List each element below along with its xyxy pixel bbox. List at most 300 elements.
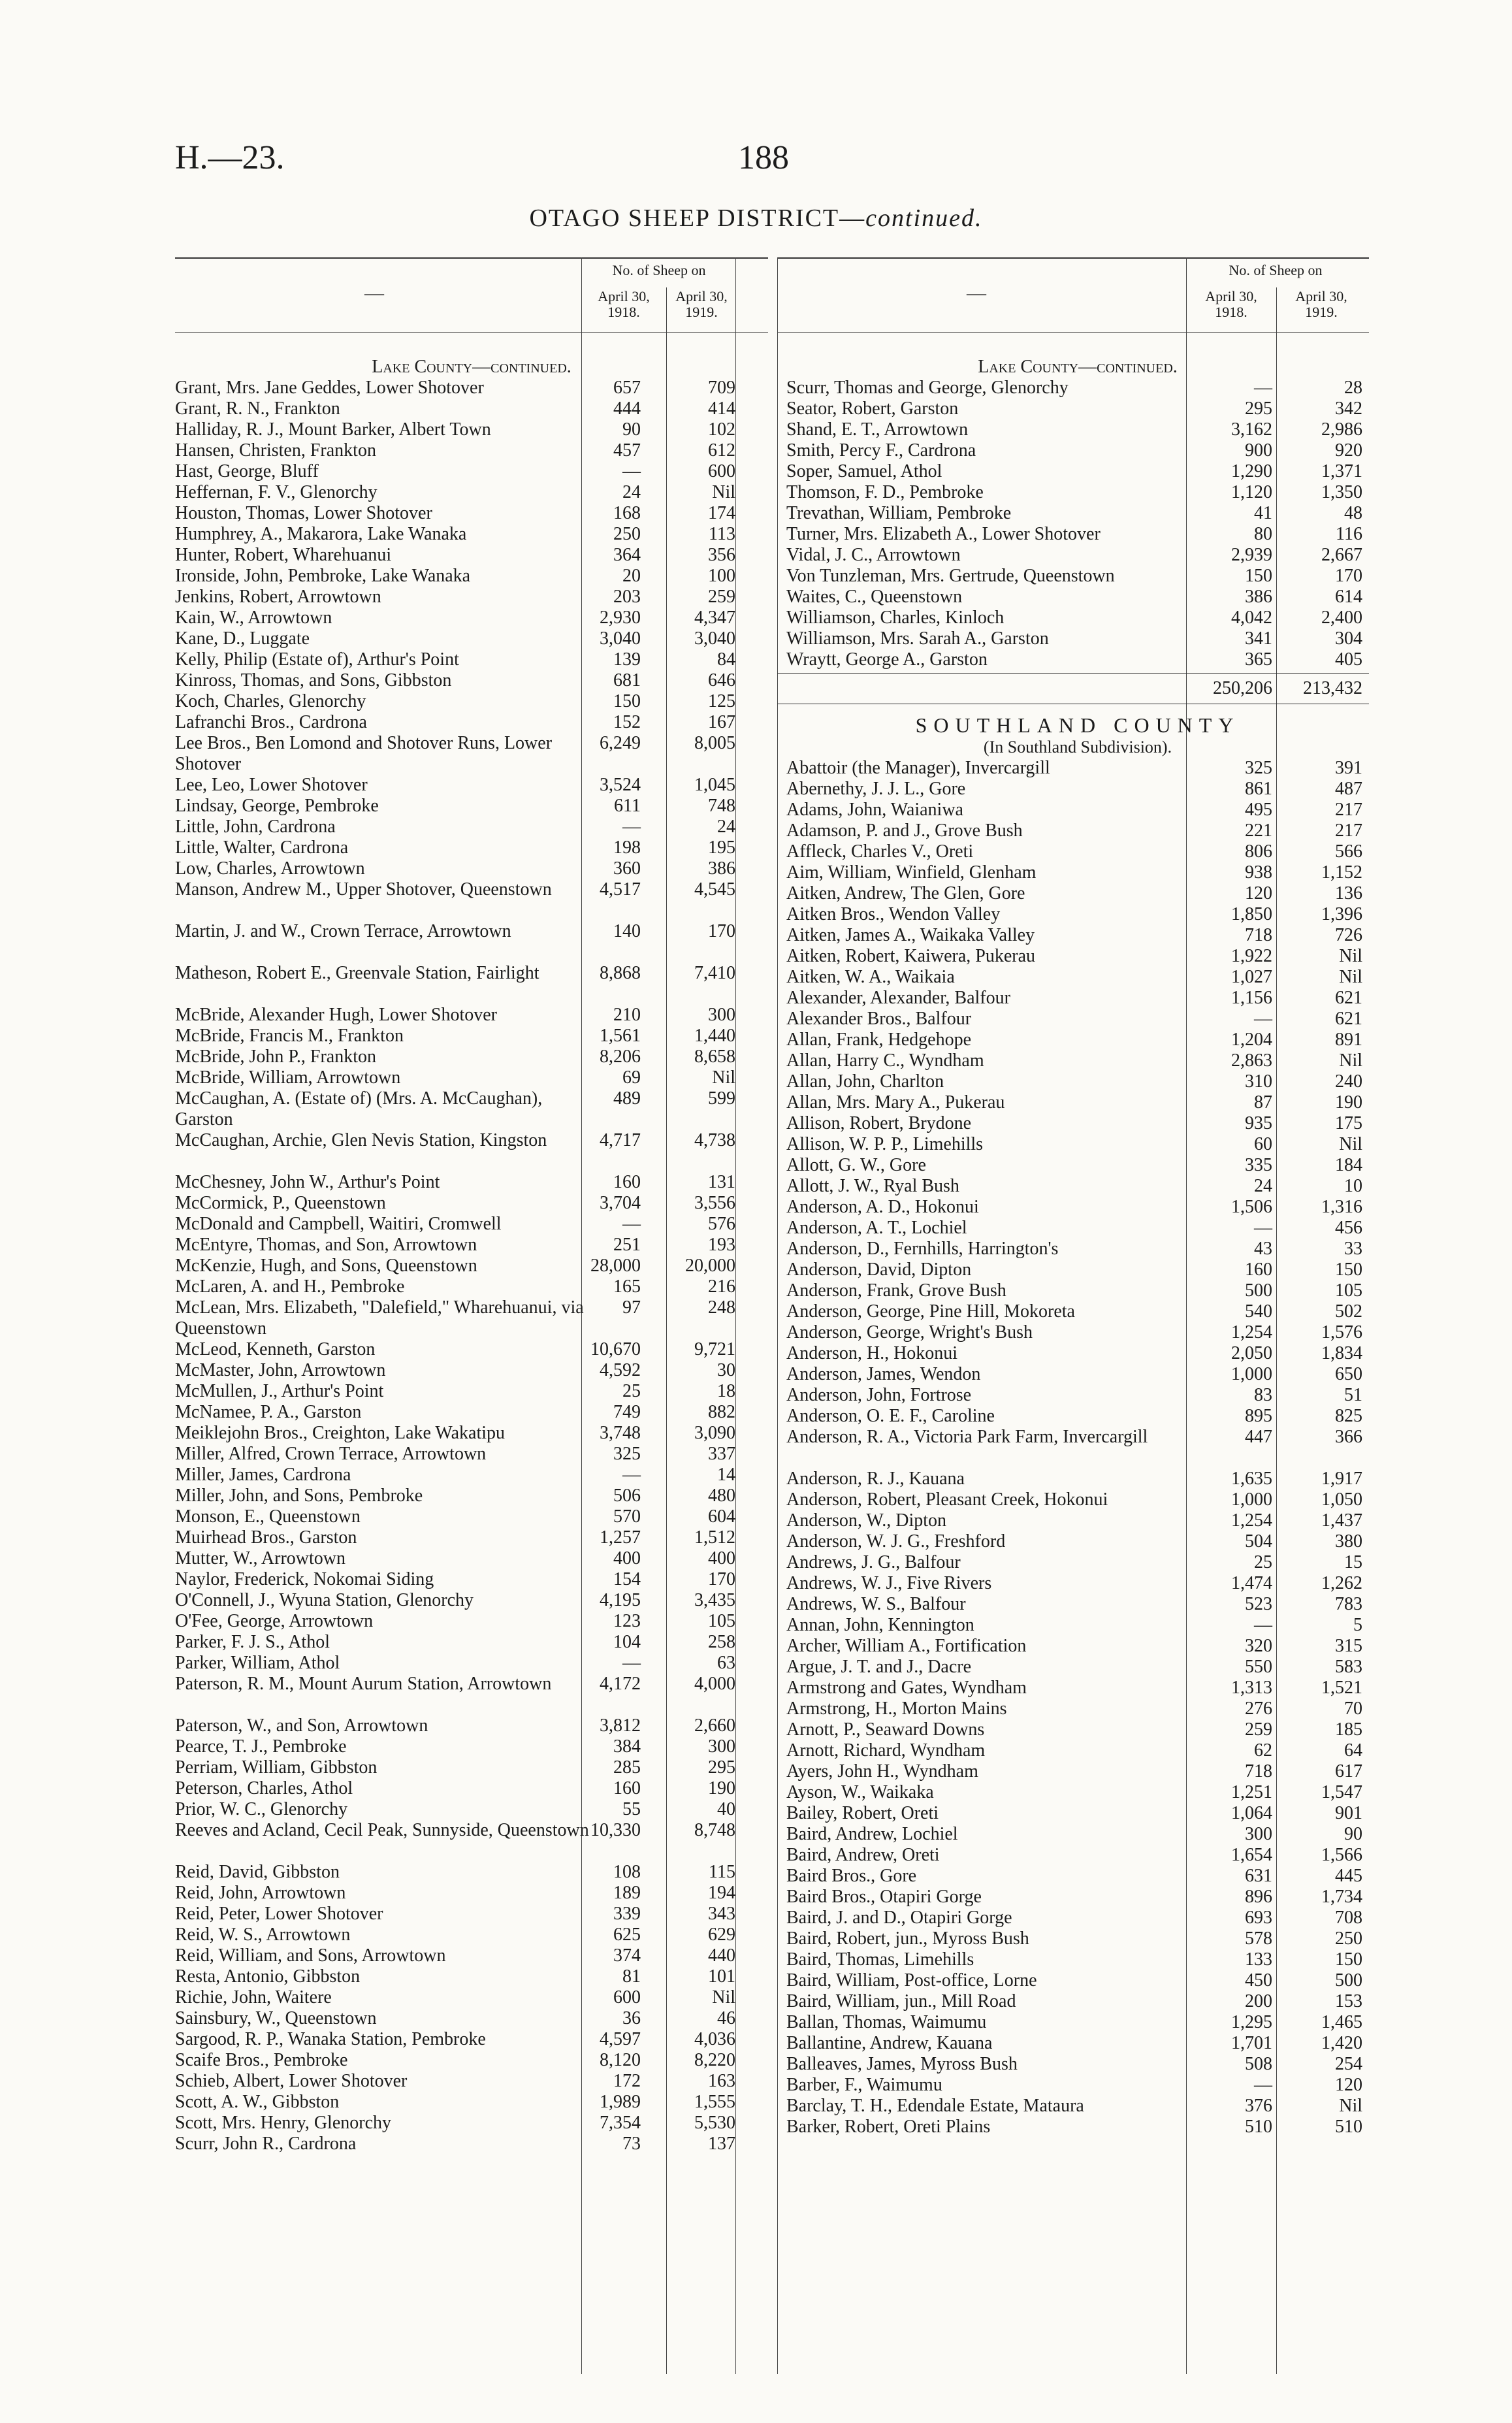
table-row	[175, 670, 768, 691]
owner-name: McBride, John P., Frankton	[175, 1047, 376, 1067]
sheep-1918: 81	[622, 1966, 641, 1987]
table-row	[175, 1235, 768, 1256]
sheep-1919: 882	[708, 1402, 735, 1422]
table-row	[175, 1381, 768, 1402]
table-row	[786, 1134, 1369, 1155]
owner-name: O'Connell, J., Wyuna Station, Glenorchy	[175, 1590, 474, 1610]
sheep-1918: 325	[613, 1444, 641, 1464]
table-row	[786, 1510, 1369, 1531]
table-row	[175, 1820, 768, 1862]
table-row	[175, 1548, 768, 1569]
sheep-1919: 400	[708, 1548, 735, 1569]
sheep-1919: 195	[708, 837, 735, 858]
sheep-1918: 364	[613, 545, 641, 565]
sheep-1919: 250	[1335, 1928, 1362, 1949]
owner-name: Baird, Andrew, Oreti	[786, 1845, 940, 1865]
sheep-1918: 2,930	[600, 608, 641, 628]
table-row	[175, 2092, 768, 2113]
sheep-1918: 2,939	[1231, 545, 1272, 565]
sheep-1919: 193	[708, 1235, 735, 1255]
sheep-1918: 285	[613, 1757, 641, 1778]
owner-name: Resta, Antonio, Gibbston	[175, 1966, 361, 1987]
sheep-1919: 190	[708, 1778, 735, 1798]
table-row	[786, 988, 1369, 1009]
table-row	[786, 1364, 1369, 1385]
table-row	[786, 2012, 1369, 2033]
owner-name: Grant, Mrs. Jane Geddes, Lower Shotover	[175, 378, 484, 398]
sheep-1919: 259	[708, 587, 735, 607]
sheep-1918: 938	[1245, 862, 1272, 883]
table-row	[786, 1908, 1369, 1928]
table-row	[175, 858, 768, 879]
sheep-1919: 1,521	[1321, 1678, 1362, 1698]
table-row	[786, 649, 1369, 670]
sheep-1918: 718	[1245, 1761, 1272, 1781]
table-row	[175, 398, 768, 419]
sheep-1919: 153	[1335, 1991, 1362, 2011]
sheep-1918: 62	[1254, 1740, 1272, 1761]
sheep-1919: 629	[708, 1925, 735, 1945]
sheep-1918: 1,257	[600, 1527, 641, 1548]
sheep-1918: 625	[613, 1925, 641, 1945]
table-row	[175, 733, 768, 775]
owner-name: Reid, William, and Sons, Arrowtown	[175, 1945, 446, 1966]
sheep-1919: 414	[708, 398, 735, 419]
owner-name: Miller, Alfred, Crown Terrace, Arrowtown	[175, 1444, 487, 1464]
sheep-1918: 384	[613, 1736, 641, 1757]
sheep-1919: 4,036	[694, 2029, 735, 2049]
table-row	[786, 1678, 1369, 1699]
table-row	[175, 1799, 768, 1820]
sheep-1919: 258	[708, 1632, 735, 1652]
sheep-1919: 4,347	[694, 608, 735, 628]
sheep-1918: 259	[1245, 1719, 1272, 1740]
section-heading: Lake County—continued.	[372, 357, 571, 377]
owner-name: McLean, Mrs. Elizabeth, "Dalefield," Wharehuanui, via Queenstown	[175, 1297, 584, 1339]
sheep-1918: 168	[613, 503, 641, 523]
sheep-1919: 650	[1335, 1364, 1362, 1384]
sheep-1919: 391	[1335, 758, 1362, 778]
owner-name: Aitken, Robert, Kaiwera, Pukerau	[786, 946, 1035, 966]
owner-name: Manson, Andrew M., Upper Shotover, Queenstown	[175, 879, 552, 900]
owner-name: Meiklejohn Bros., Creighton, Lake Wakatipu	[175, 1423, 506, 1443]
table-row	[175, 2050, 768, 2071]
sheep-1918: 510	[1245, 2117, 1272, 2137]
sheep-1919: 90	[1344, 1824, 1362, 1844]
sheep-1919: 300	[708, 1005, 735, 1025]
table-row	[175, 503, 768, 524]
owner-name: McBride, William, Arrowtown	[175, 1067, 401, 1088]
sheep-1918: 20	[622, 566, 641, 586]
sheep-1918: 8,120	[600, 2050, 641, 2070]
owner-name: Arnott, P., Seaward Downs	[786, 1719, 985, 1740]
sheep-1918: 4,172	[600, 1674, 641, 1694]
sheep-1918: 681	[613, 670, 641, 691]
sheep-1918: 400	[613, 1548, 641, 1569]
table-row	[175, 1632, 768, 1653]
table-row	[175, 2113, 768, 2134]
sheep-1919: 3,435	[694, 1590, 735, 1610]
sheep-1918: 154	[613, 1569, 641, 1589]
owner-name: Barber, F., Waimumu	[786, 2075, 942, 2095]
sheep-1919: 576	[708, 1214, 735, 1234]
sheep-1919: 8,005	[694, 733, 735, 753]
sheep-1918: 1,701	[1231, 2033, 1272, 2053]
sheep-1919: 337	[708, 1444, 735, 1464]
sheep-1919: 190	[1335, 1092, 1362, 1113]
owner-name: Anderson, George, Pine Hill, Mokoreta	[786, 1301, 1075, 1322]
owner-name: Adamson, P. and J., Grove Bush	[786, 821, 1023, 841]
owner-name: Baird, William, Post-office, Lorne	[786, 1970, 1037, 1991]
sheep-1919: 599	[708, 1088, 735, 1109]
sheep-1918: 300	[1245, 1824, 1272, 1844]
owner-name: Kinross, Thomas, and Sons, Gibbston	[175, 670, 452, 691]
sheep-1918: 749	[613, 1402, 641, 1422]
sheep-1918: 1,313	[1231, 1678, 1272, 1698]
table-row	[786, 1009, 1369, 1030]
table-row	[786, 2033, 1369, 2054]
sheep-1918: 1,635	[1231, 1469, 1272, 1489]
sheep-1919: 304	[1335, 628, 1362, 649]
table-row	[175, 1130, 768, 1172]
sheep-1919: 150	[1335, 1949, 1362, 1970]
sheep-1919: 248	[708, 1297, 735, 1318]
sheep-1918: 139	[613, 649, 641, 670]
table-row	[786, 758, 1369, 779]
table-row	[175, 2029, 768, 2050]
sheep-1919: 30	[717, 1360, 735, 1380]
owner-name: Miller, James, Cardrona	[175, 1465, 351, 1485]
owner-name: Allan, Harry C., Wyndham	[786, 1050, 984, 1071]
table-row	[786, 2054, 1369, 2075]
owner-name: Abattoir (the Manager), Invercargill	[786, 758, 1050, 778]
owner-name: Kane, D., Luggate	[175, 628, 310, 649]
owner-name: Ayers, John H., Wyndham	[786, 1761, 978, 1781]
owner-name: Vidal, J. C., Arrowtown	[786, 545, 961, 565]
table-row	[786, 1657, 1369, 1678]
table-row	[175, 1966, 768, 1987]
owner-name: Baird Bros., Otapiri Gorge	[786, 1887, 982, 1907]
table-row	[786, 378, 1369, 398]
owner-name: Seator, Robert, Garston	[786, 398, 959, 419]
table-row	[786, 608, 1369, 628]
table-row	[175, 1925, 768, 1945]
owner-name: Arnott, Richard, Wyndham	[786, 1740, 986, 1761]
table-row	[786, 524, 1369, 545]
sheep-1919: 1,576	[1321, 1322, 1362, 1342]
sheep-1919: 487	[1335, 779, 1362, 799]
table-row	[786, 1782, 1369, 1803]
table-row	[786, 482, 1369, 503]
sheep-1918: 250	[613, 524, 641, 544]
owner-name: Andrews, W. J., Five Rivers	[786, 1573, 992, 1593]
sheep-1919: 1,547	[1321, 1782, 1362, 1802]
owner-name: Allott, J. W., Ryal Bush	[786, 1176, 959, 1196]
table-row	[786, 1845, 1369, 1866]
owner-name: Jenkins, Robert, Arrowtown	[175, 587, 381, 607]
sheep-1919: 84	[717, 649, 735, 670]
owner-name: Reid, John, Arrowtown	[175, 1883, 346, 1903]
sheep-1919: 3,556	[694, 1193, 735, 1213]
table-row	[175, 1423, 768, 1444]
owner-name: Pearce, T. J., Pembroke	[175, 1736, 347, 1757]
sheep-1918: 133	[1245, 1949, 1272, 1970]
table-row	[786, 1092, 1369, 1113]
owner-name: Reid, W. S., Arrowtown	[175, 1925, 351, 1945]
sheep-1919: 342	[1335, 398, 1362, 419]
sheep-1918: —	[1254, 1218, 1272, 1238]
sheep-1919: 48	[1344, 503, 1362, 523]
table-row	[175, 796, 768, 817]
table-row	[175, 628, 768, 649]
sheep-1918: 28,000	[590, 1256, 641, 1276]
sheep-1919: 28	[1344, 378, 1362, 398]
owner-name: Allan, John, Charlton	[786, 1071, 944, 1092]
sheep-1918: 806	[1245, 841, 1272, 862]
sheep-1918: 3,812	[600, 1716, 641, 1736]
owner-name: Balleaves, James, Myross Bush	[786, 2054, 1018, 2074]
sheep-1918: 335	[1245, 1155, 1272, 1175]
table-row	[786, 946, 1369, 967]
owner-name: Paterson, R. M., Mount Aurum Station, Arrowtown	[175, 1674, 552, 1694]
table-row	[175, 461, 768, 482]
sheep-1918: 160	[613, 1172, 641, 1192]
table-row	[175, 1193, 768, 1214]
sheep-1919: 3,090	[694, 1423, 735, 1443]
sheep-1918: 90	[622, 419, 641, 440]
sheep-1918: 150	[613, 691, 641, 711]
table-row	[175, 1987, 768, 2008]
sheep-1919: 440	[708, 1945, 735, 1966]
sheep-1919: 445	[1335, 1866, 1362, 1886]
table-row	[175, 1402, 768, 1423]
owner-name: McCaughan, A. (Estate of) (Mrs. A. McCaughan), Garston	[175, 1088, 543, 1130]
owner-name: Mutter, W., Arrowtown	[175, 1548, 346, 1569]
owner-name: Archer, William A., Fortification	[786, 1636, 1027, 1656]
sheep-1919: 120	[1335, 2075, 1362, 2095]
table-row	[175, 1486, 768, 1506]
table-row	[175, 775, 768, 796]
sheep-1919: 502	[1335, 1301, 1362, 1322]
sheep-1918: 203	[613, 587, 641, 607]
sheep-1919: 20,000	[685, 1256, 735, 1276]
table-row	[175, 1569, 768, 1590]
table-row	[786, 1740, 1369, 1761]
sheep-1918: 1,120	[1231, 482, 1272, 502]
sheep-1919: 1,465	[1321, 2012, 1362, 2032]
sheep-1919: 216	[708, 1277, 735, 1297]
sheep-1918: 165	[613, 1277, 641, 1297]
table-row	[786, 1239, 1369, 1260]
table-row	[786, 904, 1369, 925]
total-1918: 250,206	[1213, 678, 1272, 698]
table-row	[786, 2096, 1369, 2117]
sheep-1918: 320	[1245, 1636, 1272, 1656]
table-row	[786, 398, 1369, 419]
sheep-1918: 55	[622, 1799, 641, 1819]
owner-name: Reid, David, Gibbston	[175, 1862, 340, 1882]
sheep-1919: 343	[708, 1904, 735, 1924]
table-row	[786, 1719, 1369, 1740]
table-row	[175, 1862, 768, 1883]
sheep-1918: 1,654	[1231, 1845, 1272, 1865]
sheep-1918: 1,254	[1231, 1510, 1272, 1531]
sheep-1919: 295	[708, 1757, 735, 1778]
sheep-1918: 310	[1245, 1071, 1272, 1092]
sheep-1919: 1,050	[1321, 1489, 1362, 1510]
table-row	[175, 921, 768, 963]
sheep-1918: 1,989	[600, 2092, 641, 2112]
sheep-1919: 3,040	[694, 628, 735, 649]
owner-name: Houston, Thomas, Lower Shotover	[175, 503, 432, 523]
sheep-1918: 4,717	[600, 1130, 641, 1150]
sheep-1918: 861	[1245, 779, 1272, 799]
sheep-1919: 9,721	[694, 1339, 735, 1359]
sheep-1919: 1,371	[1321, 461, 1362, 481]
sheep-1918: 87	[1254, 1092, 1272, 1113]
owner-name: Anderson, A. T., Lochiel	[786, 1218, 967, 1238]
owner-name: Richie, John, Waitere	[175, 1987, 332, 2008]
sheep-1919: Nil	[1339, 2096, 1362, 2116]
sheep-1918: 2,863	[1231, 1050, 1272, 1071]
sheep-1918: —	[622, 461, 641, 481]
table-row	[786, 1427, 1369, 1469]
table-row	[175, 1736, 768, 1757]
owner-name: Aim, William, Winfield, Glenham	[786, 862, 1037, 883]
table-row	[175, 879, 768, 921]
sheep-1918: 73	[622, 2134, 641, 2154]
sheep-1919: 708	[1335, 1908, 1362, 1928]
table-row	[175, 2134, 768, 2155]
sheep-1918: 718	[1245, 925, 1272, 945]
sheep-1918: 500	[1245, 1280, 1272, 1301]
sheep-1918: 1,156	[1231, 988, 1272, 1008]
sheep-1918: 1,027	[1231, 967, 1272, 987]
sheep-1919: 1,316	[1321, 1197, 1362, 1217]
sheep-1918: 25	[1254, 1552, 1272, 1572]
owner-name: Thomson, F. D., Pembroke	[786, 482, 984, 502]
sheep-1919: 24	[717, 817, 735, 837]
owner-name: Anderson, Frank, Grove Bush	[786, 1280, 1006, 1301]
sheep-1918: 140	[613, 921, 641, 941]
sheep-1918: 523	[1245, 1594, 1272, 1614]
sheep-1918: 508	[1245, 2054, 1272, 2074]
owner-name: Little, Walter, Cardrona	[175, 837, 349, 858]
sheep-1919: 748	[708, 796, 735, 816]
table-row	[175, 566, 768, 587]
owner-name: Abernethy, J. J. L., Gore	[786, 779, 966, 799]
owner-name: Armstrong and Gates, Wyndham	[786, 1678, 1027, 1698]
owner-name: Anderson, W. J. G., Freshford	[786, 1531, 1006, 1552]
table-row	[786, 1552, 1369, 1573]
sheep-1919: 51	[1344, 1385, 1362, 1405]
table-row	[175, 817, 768, 837]
sheep-1919: 163	[708, 2071, 735, 2091]
sheep-1919: 1,917	[1321, 1469, 1362, 1489]
sheep-1918: 123	[613, 1611, 641, 1631]
sheep-1918: 693	[1245, 1908, 1272, 1928]
owner-name: Adams, John, Waianiwa	[786, 800, 963, 820]
owner-name: Affleck, Charles V., Oreti	[786, 841, 974, 862]
owner-name: Scaife Bros., Pembroke	[175, 2050, 348, 2070]
owner-name: Low, Charles, Arrowtown	[175, 858, 365, 879]
sheep-1918: 578	[1245, 1928, 1272, 1949]
table-row	[175, 1653, 768, 1674]
sheep-1919: 184	[1335, 1155, 1362, 1175]
owner-name: Hansen, Christen, Frankton	[175, 440, 376, 461]
table-row	[175, 1067, 768, 1088]
sheep-1919: 901	[1335, 1803, 1362, 1823]
sheep-1918: 3,162	[1231, 419, 1272, 440]
sheep-1919: 116	[1336, 524, 1362, 544]
owner-name: Anderson, George, Wright's Bush	[786, 1322, 1033, 1342]
sheep-1919: 217	[1335, 821, 1362, 841]
table-row	[175, 1256, 768, 1277]
sheep-1919: 2,660	[694, 1716, 735, 1736]
sheep-group-header: No. of Sheep on	[1229, 262, 1323, 278]
table-row	[786, 461, 1369, 482]
owner-name: McCormick, P., Queenstown	[175, 1193, 386, 1213]
owner-name: Williamson, Mrs. Sarah A., Garston	[786, 628, 1049, 649]
sheep-1919: 646	[708, 670, 735, 691]
owner-name: Monson, E., Queenstown	[175, 1506, 361, 1527]
sheep-1919: 380	[1335, 1531, 1362, 1552]
sheep-1919: 254	[1335, 2054, 1362, 2074]
sheep-1919: 405	[1335, 649, 1362, 670]
sheep-1919: 2,667	[1321, 545, 1362, 565]
owner-name: Allan, Mrs. Mary A., Pukerau	[786, 1092, 1005, 1113]
sheep-1918: 97	[622, 1297, 641, 1318]
sheep-1918: 41	[1254, 503, 1272, 523]
owner-name: Muirhead Bros., Garston	[175, 1527, 357, 1548]
owner-name: Parker, William, Athol	[175, 1653, 340, 1673]
owner-name: McEntyre, Thomas, and Son, Arrowtown	[175, 1235, 477, 1255]
sheep-1919: 1,566	[1321, 1845, 1362, 1865]
sheep-1918: 4,195	[600, 1590, 641, 1610]
owner-name: Scott, Mrs. Henry, Glenorchy	[175, 2113, 392, 2133]
table-row	[175, 649, 768, 670]
sheep-1918: 447	[1245, 1427, 1272, 1447]
col-1919-header: April 30, 1919.	[1295, 288, 1347, 320]
sheep-1918: —	[1254, 1615, 1272, 1635]
owner-name: Baird, Robert, jun., Myross Bush	[786, 1928, 1029, 1949]
sheep-1919: 2,400	[1321, 608, 1362, 628]
sheep-1918: 1,850	[1231, 904, 1272, 924]
sheep-1918: 386	[1245, 587, 1272, 607]
table-row	[786, 1280, 1369, 1301]
table-row	[175, 2008, 768, 2029]
sheep-1918: 276	[1245, 1699, 1272, 1719]
owner-name: Soper, Samuel, Athol	[786, 461, 942, 481]
table-row	[786, 967, 1369, 988]
owner-name: Williamson, Charles, Kinloch	[786, 608, 1005, 628]
table-row	[786, 1155, 1369, 1176]
owner-name: Baird, J. and D., Otapiri Gorge	[786, 1908, 1012, 1928]
table-row	[786, 1761, 1369, 1782]
sheep-1919: Nil	[1339, 1134, 1362, 1154]
owner-name: Anderson, David, Dipton	[786, 1260, 972, 1280]
owner-name: McMullen, J., Arthur's Point	[175, 1381, 384, 1401]
sheep-1919: 14	[717, 1465, 735, 1485]
sheep-1919: 1,262	[1321, 1573, 1362, 1593]
sheep-group-header: No. of Sheep on	[612, 262, 706, 278]
page-title: OTAGO SHEEP DISTRICT—continued.	[529, 204, 983, 232]
sheep-1918: —	[622, 1653, 641, 1673]
owner-name: Naylor, Frederick, Nokomai Siding	[175, 1569, 434, 1589]
sheep-1919: 612	[708, 440, 735, 461]
sheep-1919: 113	[709, 524, 735, 544]
table-row	[175, 1339, 768, 1360]
